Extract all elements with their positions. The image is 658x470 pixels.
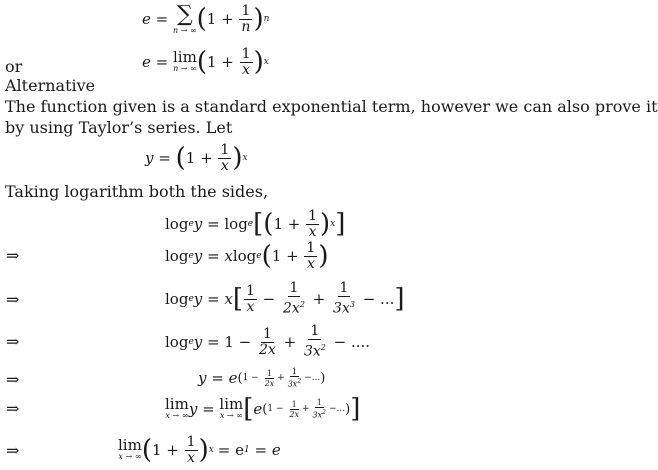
or-label: or bbox=[5, 57, 23, 76]
equation-y-exponential: y = e ( 1 − $\frac{1}{2x}$ + $\frac{1}{3x^2}$ − ... ) bbox=[198, 367, 326, 389]
equation-expanded-log: log e y = 1 − $\frac{1}{2x}$ + $\frac{1}{3x^2}$ − .... bbox=[165, 323, 371, 360]
open-paren: ( bbox=[196, 4, 207, 34]
equation-taylor-series: log e y = x [ $\frac{1}{x}$ − $\frac{1}{2x^2}$ + $\frac{1}{3x^3}$ − ... ] bbox=[165, 280, 405, 317]
exponent-n: n bbox=[263, 14, 270, 24]
fraction-one-over-n: $\frac{1}{n}$ bbox=[241, 2, 251, 35]
implies-arrow-4: ⇒ bbox=[6, 370, 20, 389]
sum-operator bbox=[173, 1, 197, 35]
one-term: 1 bbox=[206, 10, 217, 28]
equation-sum-definition bbox=[142, 2, 269, 36]
close-paren: ) bbox=[253, 4, 264, 34]
implies-arrow-6: ⇒ bbox=[6, 441, 20, 460]
equation-limit-both-sides: lim x → ∞ y = lim x → ∞ [ e ( 1 − $\frac{1}{2x}$ + $\frac{1}{3x^2}$ − ... ) ] bbox=[165, 394, 361, 424]
equation-let-y: y = ( 1 + $\frac{1}{x}$ ) x bbox=[145, 141, 248, 174]
limit-operator: lim n → ∞ bbox=[173, 48, 197, 73]
sum-limit: n → ∞ bbox=[173, 25, 197, 35]
exponent-series-limit: ( 1 − $\frac{1}{2x}$ + $\frac{1}{3x^2}$ − ... ) bbox=[262, 398, 351, 420]
fraction-one-over-x: $\frac{1}{x}$ bbox=[241, 45, 251, 78]
alternative-heading: Alternative bbox=[5, 76, 96, 95]
exponent-series: ( 1 − $\frac{1}{2x}$ + $\frac{1}{3x^2}$ − ... ) bbox=[237, 367, 326, 389]
equation-limit-definition: e = lim n → ∞ ( 1 + $\frac{1}{x}$ ) x bbox=[142, 45, 269, 78]
sigma-symbol: ∑ bbox=[176, 1, 193, 27]
plus-sign: + bbox=[216, 10, 239, 28]
implies-arrow-5: ⇒ bbox=[6, 399, 20, 418]
taking-log-line: Taking logarithm both the sides, bbox=[5, 182, 269, 201]
implies-arrow-2: ⇒ bbox=[6, 290, 20, 309]
implies-arrow-1: ⇒ bbox=[6, 246, 20, 265]
paragraph-line-2: by using Taylor’s series. Let bbox=[5, 118, 233, 137]
equation-log-power: log e y = x log e ( 1 + $\frac{1}{x}$ ) bbox=[165, 239, 329, 272]
implies-arrow-3: ⇒ bbox=[6, 332, 20, 351]
equals-sign: = bbox=[150, 10, 173, 28]
equation-final-result: lim x → ∞ ( 1 + $\frac{1}{x}$ ) x = e 1 = e bbox=[118, 433, 281, 466]
equation-log-both-sides: log e y = log e [ ( 1 + $\frac{1}{x}$ ) x ] bbox=[165, 207, 346, 240]
paragraph-line-1: The function given is a standard exponential term, however we can also prove it bbox=[5, 97, 658, 116]
e-symbol: e bbox=[142, 10, 151, 28]
